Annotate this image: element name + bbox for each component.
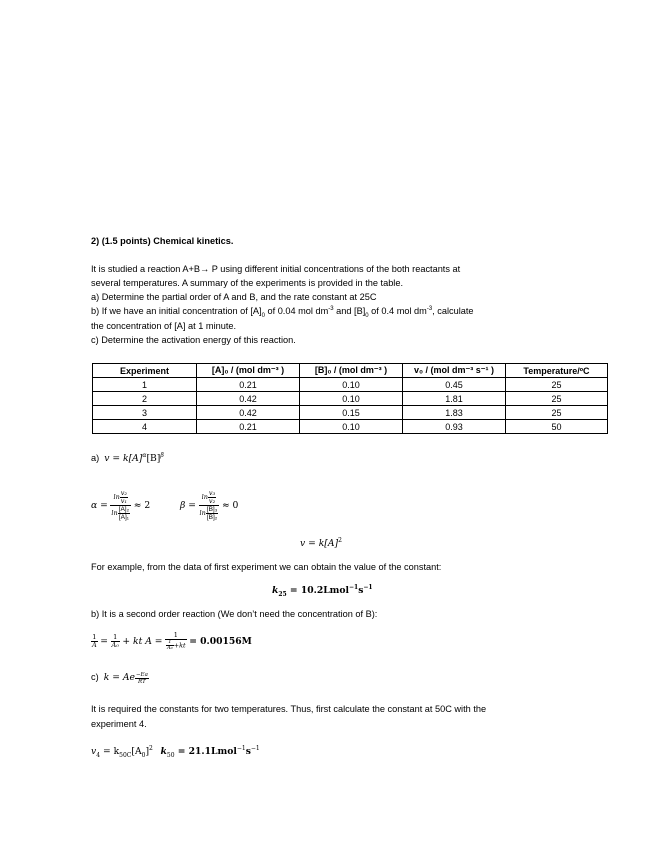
question-b-line-2: the concentration of [A] at 1 minute. <box>91 321 237 331</box>
question-a: a) Determine the partial order of A and B, and the rate constant at 25C <box>91 292 377 302</box>
table-row <box>93 392 608 406</box>
k25-equation: $k_{25}$ = $10.2Lmol^{-1}s^{-1}$ <box>272 583 373 598</box>
beta-equation: β = ln $\frac{\text{v₃}}{\text{v₂}}$ ln $\frac{\text{[B]₃}}{\text{[B]₂}}$ ≈ 0 <box>180 489 239 521</box>
table-header: [B]₀ / (mol dm⁻³ ) <box>300 364 403 378</box>
table-row <box>93 378 608 392</box>
table-cell: 25 <box>506 392 608 406</box>
temps-text-line-1: It is required the constants for two temperatures. Thus, first calculate the constant at 50C with the <box>91 704 487 714</box>
table-cell: 1.81 <box>403 392 506 406</box>
table-cell: 3 <box>93 406 197 420</box>
table-cell: 1 <box>93 378 197 392</box>
experiment-table <box>92 363 608 434</box>
table-cell: 25 <box>506 406 608 420</box>
table-cell: 0.45 <box>403 378 506 392</box>
alpha-fraction: ln $\frac{\text{v₂}}{\text{v₁}}$ ln $\frac{\text{[A]₂}}{\text{[A]₁}}$ <box>111 489 130 521</box>
table-row <box>93 406 608 420</box>
table-cell: 0.93 <box>403 420 506 434</box>
alpha-equation: α = ln $\frac{\text{v₂}}{\text{v₁}}$ ln $\frac{\text{[A]₂}}{\text{[A]₁}}$ ≈ 2 <box>91 489 151 521</box>
table-cell: 0.10 <box>300 378 403 392</box>
beta-fraction: ln $\frac{\text{v₃}}{\text{v₂}}$ ln $\frac{\text{[B]₃}}{\text{[B]₂}}$ <box>199 489 218 521</box>
table-cell: 1.83 <box>403 406 506 420</box>
table-header: [A]₀ / (mol dm⁻³ ) <box>197 364 300 378</box>
table-cell: 0.21 <box>197 420 300 434</box>
intro-line-2: several temperatures. A summary of the experiments is provided in the table. <box>91 278 404 288</box>
table-header: v₀ / (mol dm⁻³ s⁻¹ ) <box>403 364 506 378</box>
v4-equation: $v_4 = k_{50C}[A_0]^2$ $k_{50}$ = $21.1Lmol^{-1}s^{-1}$ <box>91 744 260 759</box>
intro-line-1: It is studied a reaction A+B→ P using different initial concentrations of the both reactants at <box>91 264 461 274</box>
arrhenius-equation: c) k = Ae $\frac{-Ea}{RT}$ <box>91 672 148 685</box>
question-c: c) Determine the activation energy of this reaction. <box>91 335 296 345</box>
table-cell: 0.10 <box>300 420 403 434</box>
table-cell: 0.10 <box>300 392 403 406</box>
example-text: For example, from the data of first experiment we can obtain the value of the constant: <box>91 562 442 572</box>
temps-text-line-2: experiment 4. <box>91 719 147 729</box>
table-header: Temperature/ºC <box>506 364 608 378</box>
table-cell: 4 <box>93 420 197 434</box>
table-cell: 50 <box>506 420 608 434</box>
final-rate-law: $v = k[A]^2$ <box>300 536 342 549</box>
table-cell: 25 <box>506 378 608 392</box>
table-row <box>93 420 608 434</box>
integrated-rate-law: $\frac{1}{A}$ = $\frac{1}{\text{A₀}}$ + kt A = 1 $\frac{1}{\text{A₀}}$ +kt = 0.00156M <box>92 631 252 651</box>
section-title: 2) (1.5 points) Chemical kinetics. <box>91 236 234 246</box>
table-cell: 0.15 <box>300 406 403 420</box>
table-cell: 0.21 <box>197 378 300 392</box>
table-header-row <box>93 364 608 378</box>
table-header: Experiment <box>93 364 197 378</box>
table-cell: 0.42 <box>197 406 300 420</box>
table-cell: 2 <box>93 392 197 406</box>
table-cell: 0.42 <box>197 392 300 406</box>
answer-a-rate-law: a) $v = k[A]^\alpha[B]^\beta$ <box>91 451 164 464</box>
second-order-text: b) It is a second order reaction (We don’t need the concentration of B): <box>91 609 378 619</box>
question-b-line-1: b) If we have an initial concentration of $[A]_0$ of 0.04 mol $dm^{-3}$ and $[B]_0$ of 0.4 mol $dm^{-3}$, calculate <box>91 305 474 319</box>
